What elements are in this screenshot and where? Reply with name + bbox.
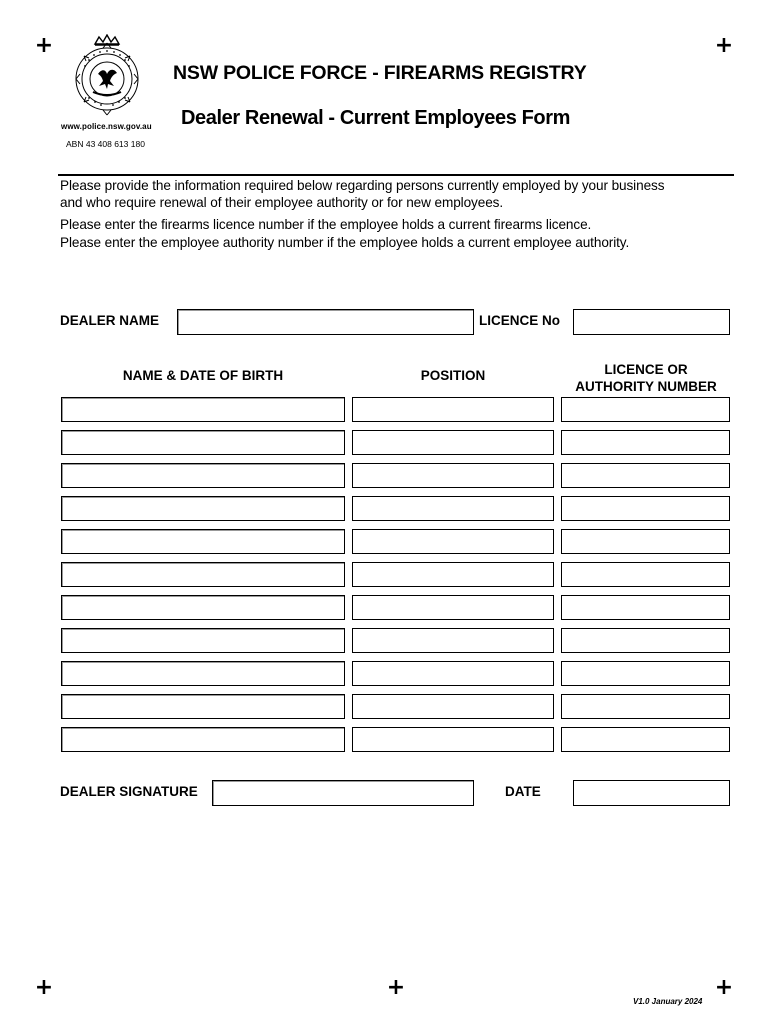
employee-position-field[interactable]	[352, 562, 554, 587]
licence-number-field[interactable]	[573, 309, 730, 335]
registration-mark-top-right: +	[714, 33, 734, 58]
employee-position-field[interactable]	[352, 397, 554, 422]
employee-position-field[interactable]	[352, 694, 554, 719]
registration-mark-top-left: +	[34, 33, 54, 58]
employee-position-field[interactable]	[352, 595, 554, 620]
dealer-signature-field[interactable]	[212, 780, 474, 806]
form-subtitle: Dealer Renewal - Current Employees Form	[181, 107, 570, 129]
dealer-signature-label: DEALER SIGNATURE	[60, 784, 198, 799]
employee-name-dob-field[interactable]	[61, 397, 345, 422]
employee-position-field[interactable]	[352, 628, 554, 653]
dealer-name-field[interactable]	[177, 309, 474, 335]
licence-number-label: LICENCE No	[479, 313, 560, 328]
registration-mark-bottom-center: +	[386, 975, 406, 1000]
abn-number: ABN 43 408 613 180	[66, 139, 145, 149]
employee-name-dob-field[interactable]	[61, 463, 345, 488]
employee-licence-number-field[interactable]	[561, 661, 730, 686]
instruction-line-1: Please provide the information required below regarding persons currently employed by your business	[60, 178, 665, 193]
employee-name-dob-field[interactable]	[61, 496, 345, 521]
employee-position-field[interactable]	[352, 727, 554, 752]
employee-licence-number-field[interactable]	[561, 562, 730, 587]
employee-licence-number-field[interactable]	[561, 529, 730, 554]
nsw-police-crest-icon	[62, 34, 152, 124]
employee-name-dob-field[interactable]	[61, 661, 345, 686]
date-label: DATE	[505, 784, 541, 799]
version-footer: V1.0 January 2024	[633, 997, 703, 1006]
employee-name-dob-field[interactable]	[61, 529, 345, 554]
employee-licence-number-field[interactable]	[561, 628, 730, 653]
header-divider	[58, 174, 734, 176]
employee-position-field[interactable]	[352, 661, 554, 686]
instruction-line-4: Please enter the employee authority number if the employee holds a current employee authority.	[60, 235, 630, 250]
column-header-licence-line-1: LICENCE OR	[604, 362, 688, 377]
employee-position-field[interactable]	[352, 430, 554, 455]
employee-name-dob-field[interactable]	[61, 628, 345, 653]
column-header-name-dob: NAME & DATE OF BIRTH	[122, 368, 284, 383]
employee-licence-number-field[interactable]	[561, 463, 730, 488]
employee-licence-number-field[interactable]	[561, 496, 730, 521]
employee-name-dob-field[interactable]	[61, 562, 345, 587]
employee-name-dob-field[interactable]	[61, 694, 345, 719]
employee-licence-number-field[interactable]	[561, 430, 730, 455]
registration-mark-bottom-left: +	[34, 975, 54, 1000]
instruction-line-3: Please enter the firearms licence number if the employee holds a current firearms licence.	[60, 217, 592, 232]
instruction-line-2: and who require renewal of their employee authority or for new employees.	[60, 195, 504, 210]
employee-position-field[interactable]	[352, 496, 554, 521]
employee-position-field[interactable]	[352, 529, 554, 554]
dealer-name-label: DEALER NAME	[60, 313, 160, 328]
employee-licence-number-field[interactable]	[561, 595, 730, 620]
website-url: www.police.nsw.gov.au	[61, 122, 152, 131]
employee-licence-number-field[interactable]	[561, 694, 730, 719]
page-title: NSW POLICE FORCE - FIREARMS REGISTRY	[173, 62, 587, 84]
employee-licence-number-field[interactable]	[561, 727, 730, 752]
employee-position-field[interactable]	[352, 463, 554, 488]
column-header-licence-line-2: AUTHORITY NUMBER	[575, 379, 717, 394]
employee-name-dob-field[interactable]	[61, 430, 345, 455]
employee-licence-number-field[interactable]	[561, 397, 730, 422]
employee-name-dob-field[interactable]	[61, 595, 345, 620]
registration-mark-bottom-right: +	[714, 975, 734, 1000]
date-field[interactable]	[573, 780, 730, 806]
column-header-licence	[562, 361, 730, 395]
column-header-position: POSITION	[420, 368, 486, 383]
employee-name-dob-field[interactable]	[61, 727, 345, 752]
